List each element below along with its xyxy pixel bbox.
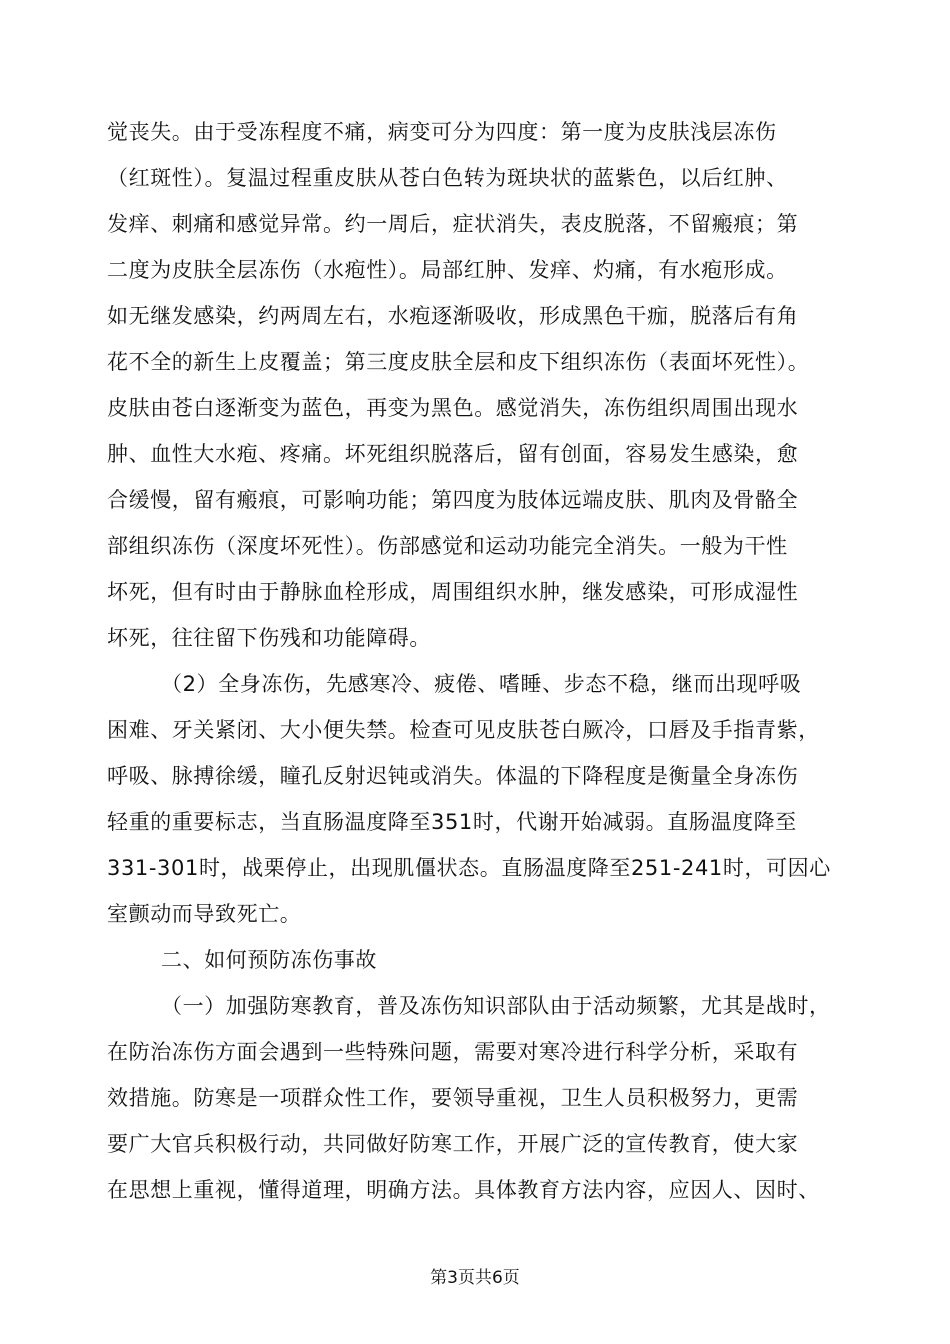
text-line: 二度为皮肤全层冻伤（水疱性）。局部红肿、发痒、灼痛，有水疱形成。 bbox=[107, 258, 788, 282]
text-line: 如无继发感染，约两周左右，水疱逐渐吸收，形成黑色干痂，脱落后有角 bbox=[107, 304, 799, 328]
text-line: 觉丧失。由于受冻程度不痛，病变可分为四度：第一度为皮肤浅层冻伤 bbox=[107, 120, 777, 144]
text-line: （2）全身冻伤，先感寒冷、疲倦、嗜睡、步态不稳，继而出现呼吸 bbox=[161, 672, 802, 696]
text-line: 困难、牙关紧闭、大小便失禁。检查可见皮肤苍白厥冷，口唇及手指青紫， bbox=[107, 718, 820, 742]
text-line: （红斑性）。复温过程重皮肤从苍白色转为斑块状的蓝紫色，以后红肿、 bbox=[107, 166, 788, 190]
text-line: 331-301时，战栗停止，出现肌僵状态。直肠温度降至251-241时，可因心 bbox=[107, 856, 831, 880]
text-line: 要广大官兵积极行动，共同做好防寒工作，开展广泛的宣传教育，使大家 bbox=[107, 1132, 799, 1156]
text-line: （一）加强防寒教育，普及冻伤知识部队由于活动频繁，尤其是战时， bbox=[161, 994, 831, 1018]
text-line: 效措施。防寒是一项群众性工作，要领导重视，卫生人员积极努力，更需 bbox=[107, 1086, 799, 1110]
section-heading: 二、如何预防冻伤事故 bbox=[161, 948, 377, 972]
text-line: 轻重的重要标志，当直肠温度降至351时，代谢开始减弱。直肠温度降至 bbox=[107, 810, 797, 834]
text-line: 室颤动而导致死亡。 bbox=[107, 902, 302, 926]
text-line: 在防治冻伤方面会遇到一些特殊问题，需要对寒冷进行科学分析，采取有 bbox=[107, 1040, 799, 1064]
text-line: 坏死，往往留下伤残和功能障碍。 bbox=[107, 626, 431, 650]
text-line: 坏死，但有时由于静脉血栓形成，周围组织水肿，继发感染，可形成湿性 bbox=[107, 580, 799, 604]
text-line: 呼吸、脉搏徐缓，瞳孔反射迟钝或消失。体温的下降程度是衡量全身冻伤 bbox=[107, 764, 799, 788]
text-line: 皮肤由苍白逐渐变为蓝色，再变为黑色。感觉消失，冻伤组织周围出现水 bbox=[107, 396, 799, 420]
text-line: 花不全的新生上皮覆盖；第三度皮肤全层和皮下组织冻伤（表面坏死性）。 bbox=[107, 350, 810, 374]
text-line: 在思想上重视，懂得道理，明确方法。具体教育方法内容，应因人、因时、 bbox=[107, 1178, 820, 1202]
text-line: 合缓慢，留有瘢痕，可影响功能；第四度为肢体远端皮肤、肌肉及骨骼全 bbox=[107, 488, 799, 512]
page-number-footer: 第3页共6页 bbox=[430, 1268, 520, 1288]
text-line: 肿、血性大水疱、疼痛。坏死组织脱落后，留有创面，容易发生感染，愈 bbox=[107, 442, 799, 466]
text-line: 发痒、刺痛和感觉异常。约一周后，症状消失，表皮脱落，不留瘢痕；第 bbox=[107, 212, 799, 236]
text-line: 部组织冻伤（深度坏死性）。伤部感觉和运动功能完全消失。一般为干性 bbox=[107, 534, 788, 558]
